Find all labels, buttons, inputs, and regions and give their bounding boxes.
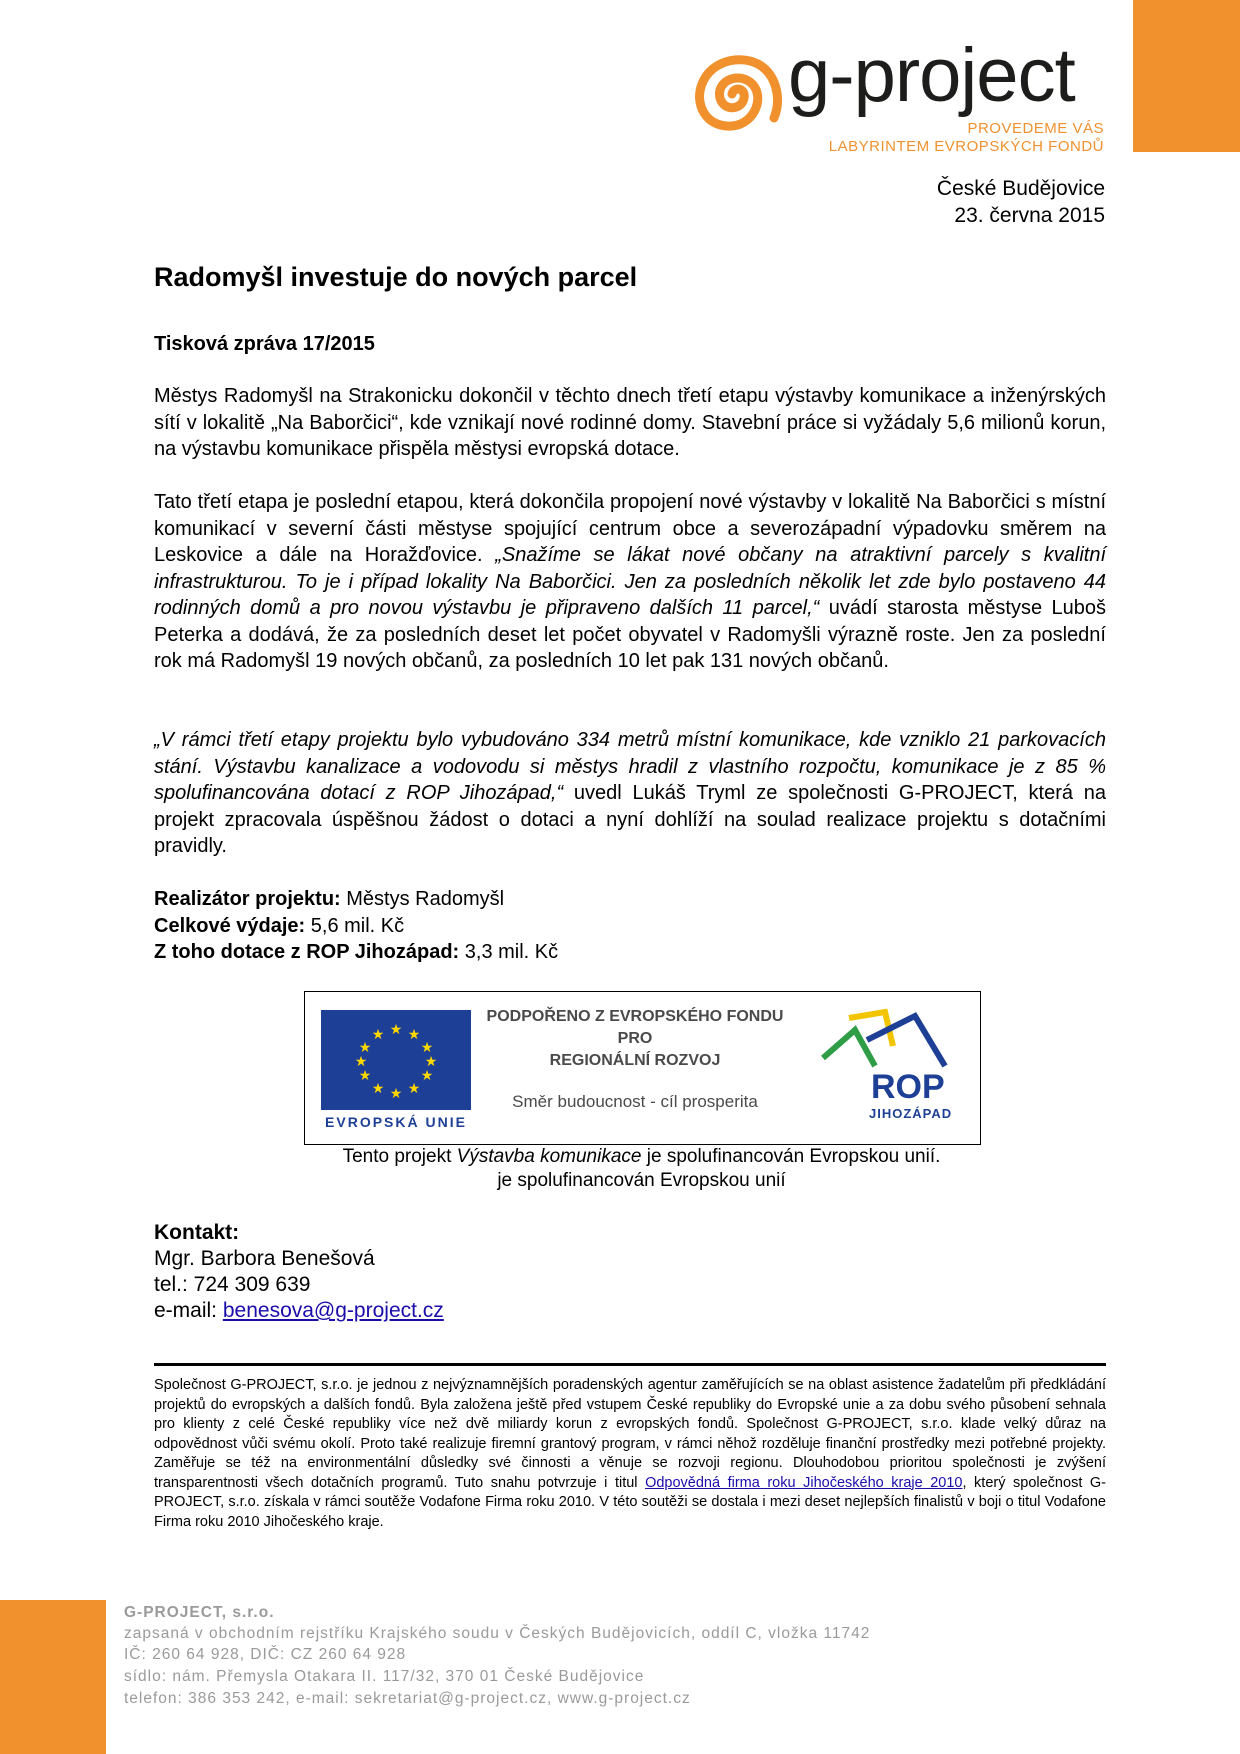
press-release-number: Tisková zpráva 17/2015 (154, 333, 375, 355)
banner-line-2: PRO (617, 1030, 653, 1047)
svg-text:★: ★ (389, 1022, 403, 1038)
paragraph-2 (154, 489, 1106, 675)
caption-post: je spolufinancován Evropskou unií. (641, 1146, 941, 1167)
svg-text:★: ★ (358, 1068, 372, 1084)
fact-label: Realizátor projektu: (154, 888, 341, 910)
brand-name: g-project (788, 33, 1075, 118)
fact-value: 5,6 mil. Kč (305, 914, 405, 937)
page-title: Radomyšl investuje do nových parcel (154, 262, 638, 292)
contact-heading: Kontakt: (154, 1221, 240, 1244)
svg-text:★: ★ (407, 1081, 421, 1097)
about-text-2: , který společnost G-PROJECT, s.r.o. získala v rámci soutěže Vodafone Firma roku 2010. V této soutěži se dostala i mezi deset nejlepších finalistů v boji o titul Vodafone Firma roku 2010 Jihočeského kraje. (154, 1474, 1106, 1530)
eu-flag-icon (321, 1010, 471, 1110)
corner-accent-bottom (0, 1600, 106, 1754)
company-about (154, 1376, 1106, 1532)
banner-line-1: PODPOŘENO Z EVROPSKÉHO FONDU (486, 1008, 784, 1025)
contact-block (154, 1220, 444, 1324)
caption-pre: Tento projekt (342, 1146, 457, 1167)
contact-email-link[interactable]: benesova@g-project.cz (222, 1299, 444, 1322)
brand-tagline-2: LABYRINTEM EVROPSKÝCH FONDŮ (828, 138, 1104, 155)
award-link[interactable]: Odpovědná firma roku Jihočeského kraje 2010 (645, 1474, 963, 1491)
banner-line-3: REGIONÁLNÍ ROZVOJ (549, 1052, 721, 1069)
spiral-logo-icon (672, 34, 792, 154)
footer-company: G-PROJECT, s.r.o. (124, 1604, 275, 1621)
fact-value: Městys Radomyšl (340, 888, 505, 910)
rop-region: JIHOZÁPAD (869, 1106, 953, 1121)
banner-caption-line-2: je spolufinancován Evropskou unií (497, 1170, 786, 1191)
svg-text:★: ★ (420, 1068, 434, 1084)
divider (154, 1363, 1106, 1366)
svg-text:★: ★ (371, 1081, 385, 1097)
contact-name: Mgr. Barbora Benešová (154, 1247, 375, 1270)
paragraph-3-quote: „V rámci třetí etapy projektu bylo vybudováno 334 metrů místní komunikace, kde vzniklo 21 parkovacích stání. Výstavbu kanalizace a vodovodu si městys hradil z vlastního rozpočtu, komunikace je z 85 % spolufinancována dotací z ROP Jihozápad,“ (154, 729, 1106, 804)
svg-text:★: ★ (371, 1027, 385, 1043)
svg-text:★: ★ (358, 1040, 372, 1056)
caption-project: Výstavba komunikace (456, 1146, 642, 1167)
svg-text:★: ★ (420, 1040, 434, 1056)
footer-registry: zapsaná v obchodním rejstříku Krajského soudu v Českých Budějovicích, oddíl C, vložka 11742 (124, 1625, 871, 1642)
contact-email-row (154, 1298, 444, 1324)
svg-text:★: ★ (354, 1054, 368, 1070)
about-text-1: Společnost G-PROJECT, s.r.o. je jednou z nejvýznamnějších poradenských agentur zaměřujících se na oblast asistence žadatelům při předkládání projektů do evropských a dalších fondů. Byla založena ještě před vstupem České republiky do Evropské unie a za dobu svého působení sehnala pro klienty z celé České republiky více než dvě miliardy korun z evropských fondů. Společnost G-PROJECT, s.r.o. klade velký důraz na odpovědnost vůči svému okolí. Proto také realizuje firemní grantový program, v rámci něhož rozděluje finanční prostředky mezi potřebné projekty. Zaměřuje se též na environmentální důsledky své činnosti a věnuje se rozvoji regionu. Dlouhodobou prioritou společnosti je zvýšení transparentnosti všech dotačních programů. Tuto snahu potvrzuje i titul (154, 1377, 1106, 1491)
paragraph-1: Městys Radomyšl na Strakonicku dokončil v těchto dnech třetí etapu výstavby komunikace a inženýrských sítí v lokalitě „Na Baborčici“, kde vznikají nové rodinné domy. Stavební práce si vyžádaly 5,6 milionů korun, na výstavbu komunikace přispěla městysi evropská dotace. (154, 385, 1106, 460)
eu-label: EVROPSKÁ UNIE (325, 1114, 467, 1130)
dateline-date: 23. června 2015 (954, 204, 1105, 227)
fact-row (154, 913, 558, 940)
paragraph-2-quote: „Snažíme se lákat nové občany na atraktivní parcely s kvalitní infrastrukturou. To je i případ lokality Na Baborčici. Jen za posledních několik let zde bylo postaveno 44 rodinných domů a pro novou výstavbu je připraveno dalších 11 parcel,“ (154, 544, 1106, 619)
corner-accent-top (1133, 0, 1240, 152)
paragraph-2-lead: Tato třetí etapa je poslední etapou, která dokončila propojení nové výstavby v lokalitě Na Baborčici s místní komunikací v severní části městyse spojující centrum obce a severozápadní výpadovku směrem na Leskovice a dále na Horažďovice. (154, 491, 1106, 566)
footer-ids: IČ: 260 64 928, DIČ: CZ 260 64 928 (124, 1646, 407, 1663)
rop-logo (815, 1006, 965, 1126)
svg-text:★: ★ (389, 1086, 403, 1102)
svg-text:★: ★ (407, 1027, 421, 1043)
banner-motto: Směr budoucnost - cíl prosperita (512, 1092, 758, 1111)
fact-row (154, 886, 558, 913)
rop-name: ROP (871, 1068, 945, 1106)
banner-caption (304, 1146, 979, 1168)
project-facts (154, 886, 558, 966)
brand-tagline-1: PROVEDEME VÁS (967, 120, 1104, 137)
paragraph-3-tail: uvedl Lukáš Tryml ze společnosti G-PROJECT, která na projekt zpracovala úspěšnou žádost o dotaci a nyní dohlíží na soulad realizace projektu s dotačními pravidly. (154, 782, 1106, 857)
fact-label: Z toho dotace z ROP Jihozápad: (154, 941, 460, 963)
eu-funding-banner (304, 991, 981, 1145)
fact-row (154, 939, 558, 966)
fact-value: 3,3 mil. Kč (459, 941, 559, 963)
svg-text:★: ★ (424, 1054, 438, 1070)
footer-address: sídlo: nám. Přemysla Otakara II. 117/32, 370 01 České Budějovice (124, 1668, 645, 1685)
contact-phone: tel.: 724 309 639 (154, 1273, 311, 1296)
paragraph-3 (154, 727, 1106, 860)
dateline-city: České Budějovice (936, 177, 1105, 200)
footer-contact: telefon: 386 353 242, e-mail: sekretariat@g-project.cz, www.g-project.cz (124, 1690, 691, 1707)
fact-label: Celkové výdaje: (154, 914, 306, 937)
contact-email-label: e-mail: (154, 1299, 223, 1322)
paragraph-2-tail: uvádí starosta městyse Luboš Peterka a dodává, že za posledních deset let počet obyvatel v Radomyšli výrazně roste. Jen za poslední rok má Radomyšl 19 nových občanů, za posledních 10 let pak 131 nových občanů. (154, 597, 1107, 672)
